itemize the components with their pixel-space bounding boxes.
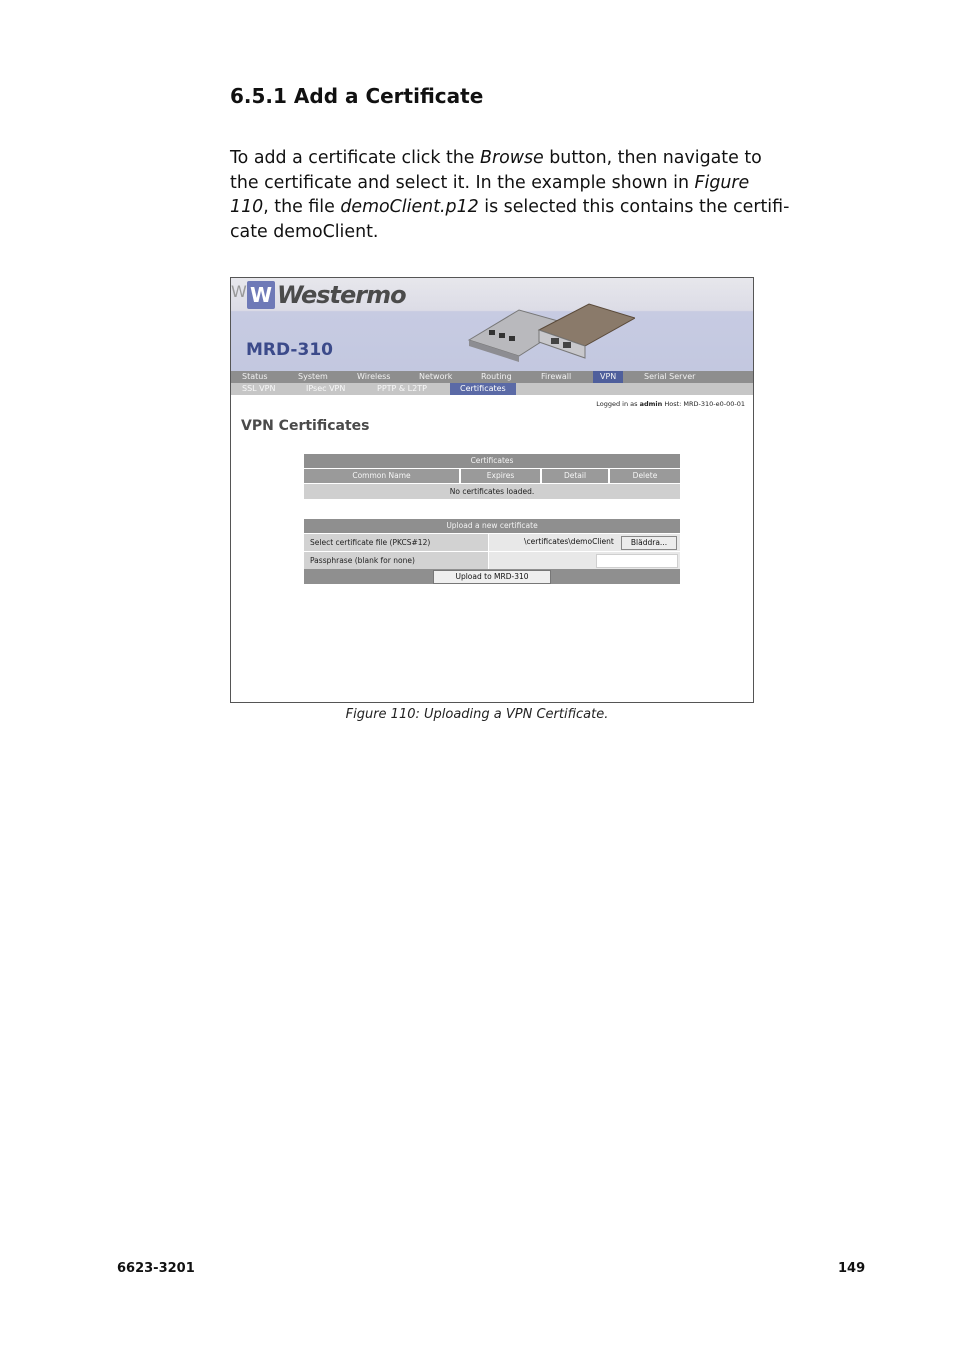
file-row	[304, 533, 680, 551]
passphrase-label: Passphrase (blank for none)	[310, 556, 415, 565]
nav-system[interactable]: System	[298, 372, 328, 381]
col-common-name: Common Name	[304, 469, 459, 483]
passphrase-value-cell	[488, 552, 680, 569]
screenshot-figure	[230, 277, 754, 703]
upload-form-title: Upload a new certificate	[304, 519, 680, 533]
nav-wireless[interactable]: Wireless	[357, 372, 391, 381]
nav-network[interactable]: Network	[419, 372, 453, 381]
subnav-certificates[interactable]: Certificates	[450, 383, 516, 395]
subnav-ipsec-vpn[interactable]: IPsec VPN	[306, 384, 346, 393]
upload-button[interactable]: Upload to MRD-310	[433, 570, 551, 584]
page-title: VPN Certificates	[241, 418, 370, 434]
body-paragraph	[230, 146, 790, 245]
nav-vpn[interactable]: VPN	[593, 371, 623, 383]
nav-serial-server[interactable]: Serial Server	[644, 372, 696, 381]
logo-text: Westermo	[277, 281, 406, 309]
upload-footer	[304, 569, 680, 584]
subnav-ssl-vpn[interactable]: SSL VPN	[242, 384, 276, 393]
file-path-input[interactable]: \certificates\demoClient	[524, 537, 614, 546]
col-delete: Delete	[610, 469, 680, 483]
col-detail: Detail	[542, 469, 608, 483]
body-line-3: 110, the file demoClient.p12 is selected this contains the certifi-	[230, 197, 790, 218]
login-user: admin	[639, 400, 663, 408]
browse-button[interactable]: Bläddra...	[621, 536, 677, 550]
page-number: 149	[838, 1261, 866, 1276]
header-banner	[231, 278, 753, 371]
passphrase-input[interactable]	[596, 554, 678, 568]
login-prefix: Logged in as	[596, 400, 638, 408]
nav-routing[interactable]: Routing	[481, 372, 512, 381]
login-host: Host: MRD-310-e0-00-01	[664, 400, 745, 408]
col-expires: Expires	[461, 469, 540, 483]
upload-form	[304, 519, 680, 584]
nav-status[interactable]: Status	[242, 372, 268, 381]
no-certificates-message: No certificates loaded.	[304, 484, 680, 499]
body-line-1: To add a certificate click the Browse button, then navigate to	[230, 148, 762, 168]
sub-nav	[231, 383, 753, 395]
file-label: Select certificate file (PKCS#12)	[310, 538, 431, 547]
section-heading: 6.5.1 Add a Certificate	[230, 84, 484, 108]
certificates-table-title: Certificates	[304, 454, 680, 468]
product-name: MRD-310	[246, 340, 333, 360]
router-device-image	[459, 300, 635, 364]
document-number: 6623-3201	[117, 1261, 195, 1276]
westermo-logo-icon: W	[247, 281, 275, 309]
body-line-4: cate demoClient.	[230, 222, 379, 243]
file-value-cell	[488, 534, 680, 551]
certificates-table	[304, 454, 680, 499]
main-nav	[231, 371, 753, 383]
certificates-header-row	[304, 468, 680, 483]
nav-firewall[interactable]: Firewall	[541, 372, 572, 381]
passphrase-row	[304, 551, 680, 569]
body-line-2: the certificate and select it. In the example shown in Figure	[230, 172, 750, 193]
figure-caption: Figure 110: Uploading a VPN Certificate.	[345, 707, 609, 722]
subnav-pptp-l2tp[interactable]: PPTP & L2TP	[377, 384, 427, 393]
logo-decoration: W	[231, 282, 247, 301]
login-info	[596, 400, 745, 408]
